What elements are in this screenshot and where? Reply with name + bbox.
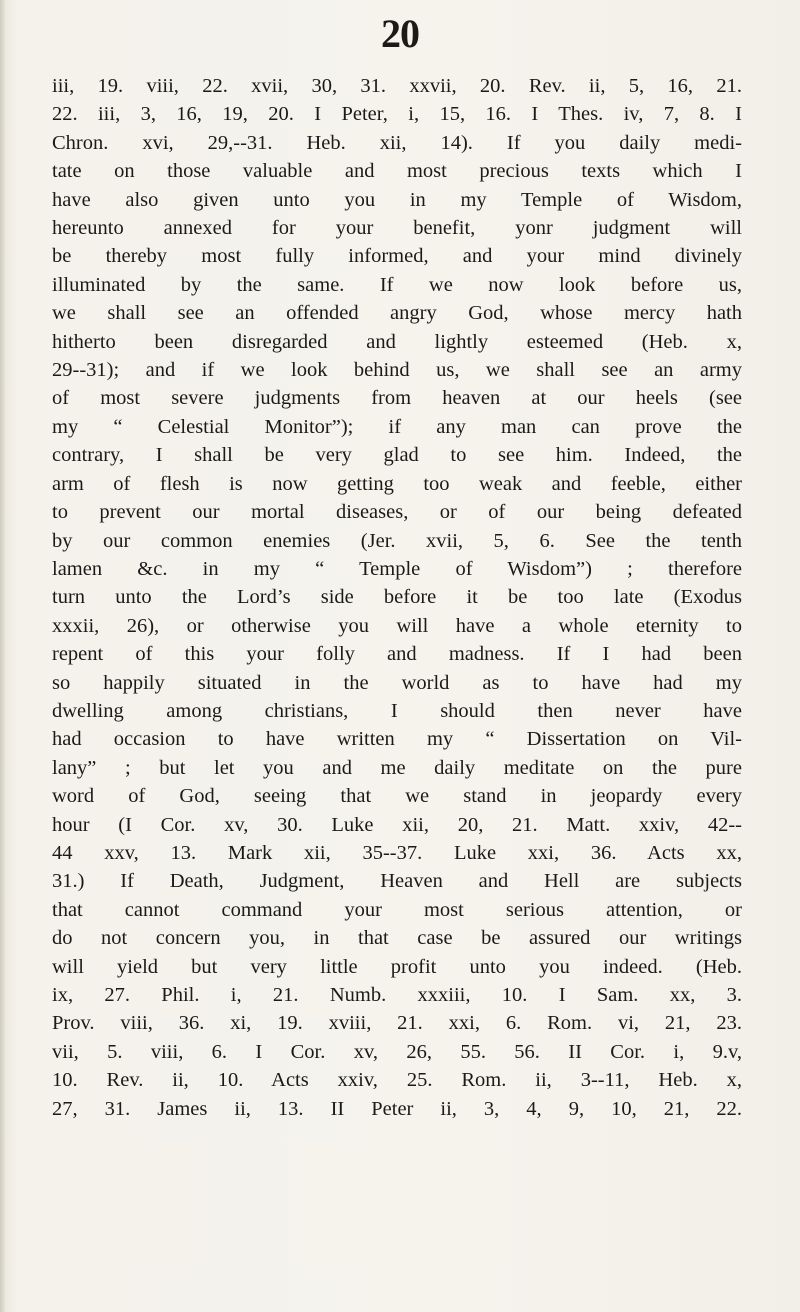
text-line: xxxii, 26), or otherwise you will have a whole eternity to (52, 614, 742, 637)
text-line: Prov. viii, 36. xi, 19. xviii, 21. xxi, 6. Rom. vi, 21, 23. (52, 1012, 742, 1035)
text-line: hitherto been disregarded and lightly esteemed (Heb. x, (52, 330, 742, 353)
text-line: had occasion to have written my “ Dissertation on Vil- (52, 728, 742, 751)
text-line: that cannot command your most serious attention, or (52, 898, 742, 921)
page-gutter-shadow (0, 0, 6, 1312)
text-line: illuminated by the same. If we now look before us, (52, 273, 742, 296)
text-line: lamen &c. in my “ Temple of Wisdom”) ; therefore (52, 557, 742, 580)
text-line: be thereby most fully informed, and your mind divinely (52, 245, 742, 268)
text-line: vii, 5. viii, 6. I Cor. xv, 26, 55. 56. II Cor. i, 9.v, (52, 1040, 742, 1063)
text-line: turn unto the Lord’s side before it be too late (Exodus (52, 586, 742, 609)
text-line: 27, 31. James ii, 13. II Peter ii, 3, 4, 9, 10, 21, 22. (52, 1097, 742, 1120)
text-line: do not concern you, in that case be assured our writings (52, 927, 742, 950)
text-line: ix, 27. Phil. i, 21. Numb. xxxiii, 10. I Sam. xx, 3. (52, 984, 742, 1006)
text-line: to prevent our mortal diseases, or of our being defeated (52, 501, 742, 524)
text-line: contrary, I shall be very glad to see him. Indeed, the (52, 444, 742, 467)
page-number: 20 (381, 11, 419, 56)
text-line: will yield but very little profit unto you indeed. (Heb. (52, 955, 742, 978)
text-line: we shall see an offended angry God, whose mercy hath (52, 302, 742, 325)
text-line: arm of flesh is now getting too weak and feeble, either (52, 472, 742, 495)
text-line: tate on those valuable and most precious texts which I (52, 160, 742, 183)
text-line: of most severe judgments from heaven at our heels (see (52, 387, 742, 410)
body-text (52, 72, 742, 1123)
text-line: Chron. xvi, 29,--31. Heb. xii, 14). If you daily medi- (52, 131, 742, 154)
text-line: by our common enemies (Jer. xvii, 5, 6. See the tenth (52, 529, 742, 552)
text-line: so happily situated in the world as to have had my (52, 671, 742, 694)
text-line: 29--31); and if we look behind us, we shall see an army (52, 359, 742, 382)
text-line: 10. Rev. ii, 10. Acts xxiv, 25. Rom. ii, 3--11, Heb. x, (52, 1069, 742, 1092)
text-line: lany” ; but let you and me daily meditate on the pure (52, 756, 742, 779)
text-line: 22. iii, 3, 16, 19, 20. I Peter, i, 15, 16. I Thes. iv, 7, 8. I (52, 103, 742, 126)
text-line: hour (I Cor. xv, 30. Luke xii, 20, 21. Matt. xxiv, 42-- (52, 813, 742, 836)
text-line: iii, 19. viii, 22. xvii, 30, 31. xxvii, 20. Rev. ii, 5, 16, 21. (52, 75, 742, 97)
text-line: 44 xxv, 13. Mark xii, 35--37. Luke xxi, 36. Acts xx, (52, 841, 742, 864)
text-line: 31.) If Death, Judgment, Heaven and Hell are subjects (52, 870, 742, 893)
text-line: repent of this your folly and madness. If I had been (52, 643, 742, 666)
text-line: my “ Celestial Monitor”); if any man can prove the (52, 415, 742, 438)
text-line: dwelling among christians, I should then never have (52, 699, 742, 722)
text-line: have also given unto you in my Temple of Wisdom, (52, 188, 742, 211)
text-line: hereunto annexed for your benefit, yonr judgment will (52, 217, 742, 240)
text-line: word of God, seeing that we stand in jeopardy every (52, 785, 742, 808)
